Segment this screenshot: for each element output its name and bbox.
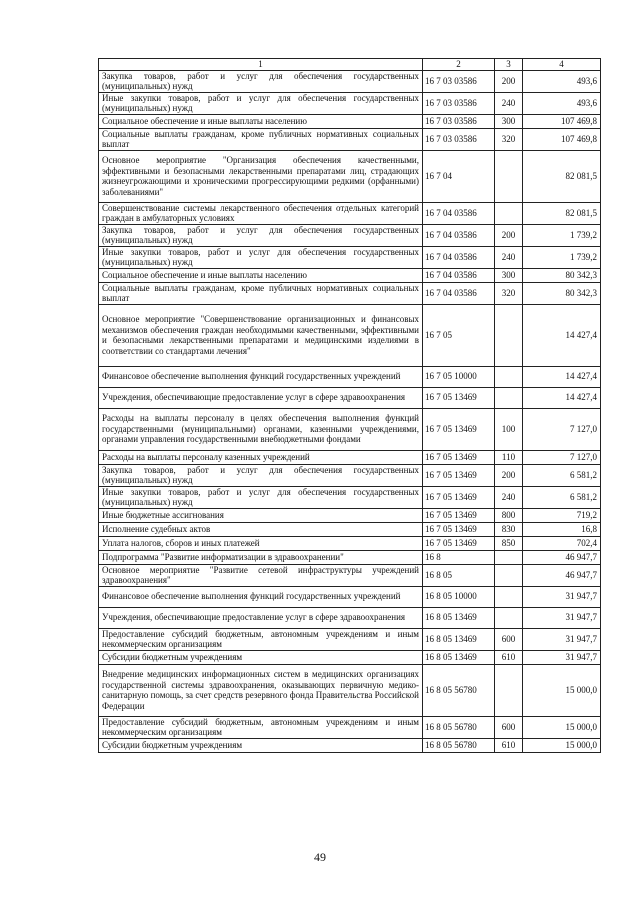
csr-cell: 16 8 05 10000 (423, 586, 495, 607)
vr-cell (495, 664, 523, 716)
name-cell: Иные закупки товаров, работ и услуг для обеспечения государственных (муниципальных) нужд (99, 486, 423, 508)
name-cell: Учреждения, обеспечивающие предоставление услуг в сфере здравоохранения (99, 387, 423, 408)
csr-cell: 16 7 04 (423, 150, 495, 202)
csr-cell: 16 7 05 13469 (423, 464, 495, 486)
table-row (99, 650, 601, 664)
sum-cell: 15 000,0 (523, 716, 601, 738)
page-number: 49 (314, 850, 326, 864)
vr-cell: 610 (495, 650, 523, 664)
sum-cell: 7 127,0 (523, 450, 601, 464)
sum-cell: 1 739,2 (523, 224, 601, 246)
csr-cell: 16 8 05 56780 (423, 664, 495, 716)
sum-cell: 80 342,3 (523, 282, 601, 304)
vr-cell: 200 (495, 70, 523, 92)
name-cell: Социальное обеспечение и иные выплаты населению (99, 268, 423, 282)
table-row (99, 664, 601, 716)
table-row (99, 128, 601, 150)
name-cell: Социальные выплаты гражданам, кроме публичных нормативных социальных выплат (99, 128, 423, 150)
sum-cell: 493,6 (523, 70, 601, 92)
csr-cell: 16 7 03 03586 (423, 70, 495, 92)
sum-cell: 15 000,0 (523, 738, 601, 752)
name-cell: Подпрограмма "Развитие информатизации в здравоохранении" (99, 550, 423, 564)
header-cell-name: 1 (99, 59, 423, 71)
vr-cell: 200 (495, 224, 523, 246)
vr-cell (495, 202, 523, 224)
vr-cell: 600 (495, 628, 523, 650)
name-cell: Основное мероприятие "Совершенствование организационных и финансовых механизмов обеспечения граждан необходимыми качественными, эффективными и безопасными лекарственными препаратами и медицинскими изделиями в соответствии со стандартами лечения" (99, 304, 423, 366)
sum-cell: 31 947,7 (523, 607, 601, 628)
table-row (99, 536, 601, 550)
name-cell: Финансовое обеспечение выполнения функций государственных учреждений (99, 366, 423, 387)
table-row (99, 282, 601, 304)
csr-cell: 16 8 05 (423, 564, 495, 586)
sum-cell: 719,2 (523, 508, 601, 522)
csr-cell: 16 7 05 (423, 304, 495, 366)
vr-cell: 110 (495, 450, 523, 464)
name-cell: Совершенствование системы лекарственного обеспечения отдельных категорий граждан в амбулаторных условиях (99, 202, 423, 224)
name-cell: Иные бюджетные ассигнования (99, 508, 423, 522)
sum-cell: 46 947,7 (523, 564, 601, 586)
csr-cell: 16 8 05 13469 (423, 650, 495, 664)
sum-cell: 6 581,2 (523, 486, 601, 508)
name-cell: Основное мероприятие "Организация обеспечения качественными, эффективными и безопасными лекарственными препаратами лиц, страдающих жизнеугрожающими и хроническими прогрессирующими редкими (орфанными) заболеваниями" (99, 150, 423, 202)
vr-cell: 300 (495, 268, 523, 282)
csr-cell: 16 7 04 03586 (423, 282, 495, 304)
table-row (99, 738, 601, 752)
table-row (99, 366, 601, 387)
vr-cell (495, 550, 523, 564)
vr-cell: 800 (495, 508, 523, 522)
sum-cell: 702,4 (523, 536, 601, 550)
sum-cell: 16,8 (523, 522, 601, 536)
table-row (99, 508, 601, 522)
vr-cell: 300 (495, 114, 523, 128)
csr-cell: 16 7 05 10000 (423, 366, 495, 387)
budget-table-body (99, 59, 601, 753)
csr-cell: 16 7 05 13469 (423, 387, 495, 408)
header-cell-vr: 3 (495, 59, 523, 71)
csr-cell: 16 7 05 13469 (423, 522, 495, 536)
vr-cell (495, 304, 523, 366)
sum-cell: 107 469,8 (523, 114, 601, 128)
vr-cell: 240 (495, 486, 523, 508)
table-row (99, 150, 601, 202)
name-cell: Предоставление субсидий бюджетным, автономным учреждениям и иным некоммерческим организациям (99, 716, 423, 738)
name-cell: Учреждения, обеспечивающие предоставление услуг в сфере здравоохранения (99, 607, 423, 628)
vr-cell: 600 (495, 716, 523, 738)
csr-cell: 16 7 05 13469 (423, 408, 495, 450)
name-cell: Субсидии бюджетным учреждениям (99, 738, 423, 752)
table-row (99, 628, 601, 650)
budget-table (98, 58, 601, 753)
csr-cell: 16 7 05 13469 (423, 536, 495, 550)
sum-cell: 80 342,3 (523, 268, 601, 282)
vr-cell (495, 564, 523, 586)
vr-cell: 320 (495, 282, 523, 304)
vr-cell (495, 607, 523, 628)
csr-cell: 16 8 (423, 550, 495, 564)
table-row (99, 202, 601, 224)
name-cell: Финансовое обеспечение выполнения функций государственных учреждений (99, 586, 423, 607)
vr-cell: 100 (495, 408, 523, 450)
table-row (99, 70, 601, 92)
vr-cell: 320 (495, 128, 523, 150)
table-row (99, 607, 601, 628)
vr-cell: 200 (495, 464, 523, 486)
table-row (99, 408, 601, 450)
csr-cell: 16 8 05 56780 (423, 716, 495, 738)
sum-cell: 6 581,2 (523, 464, 601, 486)
vr-cell: 830 (495, 522, 523, 536)
csr-cell: 16 8 05 13469 (423, 607, 495, 628)
sum-cell: 7 127,0 (523, 408, 601, 450)
sum-cell: 14 427,4 (523, 387, 601, 408)
sum-cell: 31 947,7 (523, 586, 601, 607)
name-cell: Исполнение судебных актов (99, 522, 423, 536)
table-row (99, 586, 601, 607)
csr-cell: 16 7 04 03586 (423, 246, 495, 268)
table-row (99, 486, 601, 508)
vr-cell (495, 150, 523, 202)
header-cell-sum: 4 (523, 59, 601, 71)
csr-cell: 16 7 03 03586 (423, 114, 495, 128)
table-row (99, 268, 601, 282)
table-row (99, 304, 601, 366)
vr-cell (495, 366, 523, 387)
name-cell: Иные закупки товаров, работ и услуг для обеспечения государственных (муниципальных) нужд (99, 246, 423, 268)
sum-cell: 493,6 (523, 92, 601, 114)
name-cell: Уплата налогов, сборов и иных платежей (99, 536, 423, 550)
csr-cell: 16 7 04 03586 (423, 202, 495, 224)
sum-cell: 1 739,2 (523, 246, 601, 268)
name-cell: Закупка товаров, работ и услуг для обеспечения государственных (муниципальных) нужд (99, 464, 423, 486)
table-row (99, 522, 601, 536)
table-row (99, 114, 601, 128)
name-cell: Закупка товаров, работ и услуг для обеспечения государственных (муниципальных) нужд (99, 70, 423, 92)
csr-cell: 16 8 05 56780 (423, 738, 495, 752)
table-row (99, 550, 601, 564)
table-header-row (99, 59, 601, 71)
csr-cell: 16 7 03 03586 (423, 128, 495, 150)
sum-cell: 31 947,7 (523, 650, 601, 664)
table-row (99, 92, 601, 114)
csr-cell: 16 7 04 03586 (423, 268, 495, 282)
table-row (99, 450, 601, 464)
header-cell-csr: 2 (423, 59, 495, 71)
csr-cell: 16 7 05 13469 (423, 450, 495, 464)
name-cell: Расходы на выплаты персоналу в целях обеспечения выполнения функций государственными (муниципальными) органами, казенными учреждениями, органами управления государственными внебюджетными фондами (99, 408, 423, 450)
vr-cell: 240 (495, 92, 523, 114)
name-cell: Расходы на выплаты персоналу казенных учреждений (99, 450, 423, 464)
vr-cell (495, 586, 523, 607)
sum-cell: 14 427,4 (523, 304, 601, 366)
name-cell: Закупка товаров, работ и услуг для обеспечения государственных (муниципальных) нужд (99, 224, 423, 246)
sum-cell: 14 427,4 (523, 366, 601, 387)
sum-cell: 46 947,7 (523, 550, 601, 564)
vr-cell: 850 (495, 536, 523, 550)
sum-cell: 82 081,5 (523, 202, 601, 224)
sum-cell: 31 947,7 (523, 628, 601, 650)
table-row (99, 387, 601, 408)
name-cell: Субсидии бюджетным учреждениям (99, 650, 423, 664)
csr-cell: 16 7 05 13469 (423, 486, 495, 508)
name-cell: Иные закупки товаров, работ и услуг для обеспечения государственных (муниципальных) нужд (99, 92, 423, 114)
table-row (99, 246, 601, 268)
csr-cell: 16 7 05 13469 (423, 508, 495, 522)
name-cell: Социальные выплаты гражданам, кроме публичных нормативных социальных выплат (99, 282, 423, 304)
sum-cell: 15 000,0 (523, 664, 601, 716)
name-cell: Внедрение медицинских информационных систем в медицинских организациях государственной системы здравоохранения, оказывающих первичную медико-санитарную помощь, за счет средств резервного фонда Правительства Российской Федерации (99, 664, 423, 716)
csr-cell: 16 7 03 03586 (423, 92, 495, 114)
vr-cell (495, 387, 523, 408)
sum-cell: 82 081,5 (523, 150, 601, 202)
sum-cell: 107 469,8 (523, 128, 601, 150)
name-cell: Основное мероприятие "Развитие сетевой инфраструктуры учреждений здравоохранения" (99, 564, 423, 586)
table-row (99, 716, 601, 738)
name-cell: Предоставление субсидий бюджетным, автономным учреждениям и иным некоммерческим организациям (99, 628, 423, 650)
table-row (99, 564, 601, 586)
csr-cell: 16 7 04 03586 (423, 224, 495, 246)
name-cell: Социальное обеспечение и иные выплаты населению (99, 114, 423, 128)
table-row (99, 224, 601, 246)
table-row (99, 464, 601, 486)
vr-cell: 240 (495, 246, 523, 268)
csr-cell: 16 8 05 13469 (423, 628, 495, 650)
vr-cell: 610 (495, 738, 523, 752)
